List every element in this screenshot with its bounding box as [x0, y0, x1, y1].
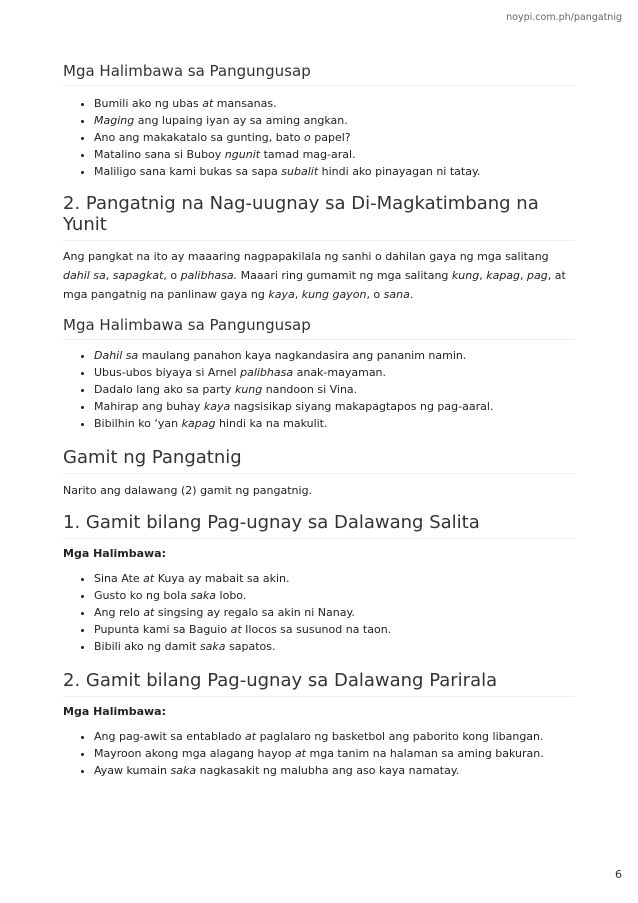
text-run: nandoon si Vina. [262, 383, 358, 396]
italic-term: at [230, 623, 242, 636]
text-run: sapatos. [225, 640, 276, 653]
text-run: papel? [310, 131, 351, 144]
list-item [94, 415, 575, 432]
section-heading: 2. Gamit bilang Pag-ugnay sa Dalawang Parirala [63, 670, 575, 697]
text-run: mga tanim na halaman sa aming bakuran. [306, 747, 544, 760]
italic-term: dahil sa [63, 269, 106, 282]
text-run: Ang pag-awit sa entablado [94, 730, 246, 743]
text-run: , [479, 269, 487, 282]
list-item [94, 364, 575, 381]
examples-label: Mga Halimbawa: [63, 547, 166, 560]
italic-term: kung [234, 383, 263, 396]
section-paragraph [63, 247, 575, 304]
text-run: Matalino sana si Buboy [94, 148, 225, 161]
italic-term: kung [451, 269, 480, 282]
text-run: nagkasakit ng malubha ang aso kaya namatay. [196, 764, 460, 777]
italic-term: o [304, 131, 311, 144]
text-run: tamad mag-aral. [260, 148, 356, 161]
example-list [63, 728, 575, 779]
example-list [63, 570, 575, 655]
text-run: Bumili ako ng ubas [94, 97, 203, 110]
example-list [63, 95, 575, 180]
italic-term: Dahil sa [94, 349, 139, 362]
text-run: Maaari ring gumamit ng mga salitang [237, 269, 452, 282]
text-run: , [294, 288, 302, 301]
italic-term: ngunit [224, 148, 261, 161]
header-url: noypi.com.ph/pangatnig [506, 12, 622, 23]
text-run: Ubus-ubos biyaya si Arnel [94, 366, 241, 379]
text-run: Ano ang makakatalo sa gunting, bato [94, 131, 305, 144]
text-run: hindi ka na makulit. [215, 417, 328, 430]
list-item [94, 146, 575, 163]
text-run: ang lupaing iyan ay sa aming angkan. [134, 114, 348, 127]
text-run: , [105, 269, 113, 282]
italic-term: kapag [181, 417, 216, 430]
italic-term: kaya [203, 400, 231, 413]
section-heading: 1. Gamit bilang Pag-ugnay sa Dalawang Salita [63, 512, 575, 539]
italic-term: sapagkat [112, 269, 164, 282]
text-run: maulang panahon kaya nagkandasira ang pananim namin. [138, 349, 467, 362]
italic-term: palibhasa [240, 366, 294, 379]
text-run: , o [163, 269, 181, 282]
text-run: Bibili ako ng damit [94, 640, 200, 653]
list-item [94, 638, 575, 655]
text-run: Maliligo sana kami bukas sa sapa [94, 165, 282, 178]
italic-term: Maging [94, 114, 135, 127]
example-list [63, 347, 575, 432]
text-run: nagsisikap siyang makapagtapos ng pag-aaral. [230, 400, 494, 413]
page-number: 6 [615, 868, 622, 881]
text-run: hindi ako pinayagan ni tatay. [318, 165, 481, 178]
list-item [94, 129, 575, 146]
italic-term: saka [170, 764, 197, 777]
text-run: Ang relo [94, 606, 144, 619]
list-item [94, 728, 575, 745]
text-run: , o [366, 288, 384, 301]
list-item [94, 347, 575, 364]
text-run: singsing ay regalo sa akin ni Nanay. [154, 606, 355, 619]
list-item [94, 745, 575, 762]
examples-label: Mga Halimbawa: [63, 705, 166, 718]
text-run: Ang pangkat na ito ay maaaring nagpapakilala ng sanhi o dahilan gaya ng mga salitang [63, 250, 549, 263]
text-run: Mayroon akong mga alagang hayop [94, 747, 295, 760]
italic-term: pag [527, 269, 548, 282]
italic-term: at [143, 572, 155, 585]
list-item [94, 587, 575, 604]
list-item [94, 621, 575, 638]
list-item [94, 112, 575, 129]
text-run: Sina Ate [94, 572, 144, 585]
text-run: Kuya ay mabait sa akin. [154, 572, 290, 585]
text-run: anak-mayaman. [293, 366, 387, 379]
italic-term: at [202, 97, 214, 110]
italic-term: kaya [268, 288, 295, 301]
text-run: . [409, 288, 414, 301]
section-heading: Gamit ng Pangatnig [63, 447, 575, 474]
italic-term: kung gayon [301, 288, 367, 301]
italic-term: kapag [486, 269, 521, 282]
italic-term: at [245, 730, 257, 743]
italic-term: saka [190, 589, 217, 602]
list-item [94, 381, 575, 398]
text-run: lobo. [216, 589, 247, 602]
italic-term: at [143, 606, 155, 619]
section-heading: Mga Halimbawa sa Pangungusap [63, 316, 575, 340]
italic-term: sana [383, 288, 410, 301]
text-run: Pupunta kami sa Baguio [94, 623, 231, 636]
italic-term: subalit [281, 165, 319, 178]
text-run: Ayaw kumain [94, 764, 171, 777]
list-item [94, 95, 575, 112]
italic-term: at [294, 747, 306, 760]
italic-term: palibhasa. [180, 269, 238, 282]
list-item [94, 762, 575, 779]
text-run: Bibilhin ko ‘yan [94, 417, 182, 430]
text-run: Dadalo lang ako sa party [94, 383, 235, 396]
text-run: Ilocos sa susunod na taon. [241, 623, 392, 636]
text-run: Gusto ko ng bola [94, 589, 191, 602]
section-paragraph: Narito ang dalawang (2) gamit ng pangatnig. [63, 484, 313, 497]
section-heading: Mga Halimbawa sa Pangungusap [63, 62, 575, 86]
section-heading: 2. Pangatnig na Nag-uugnay sa Di-Magkatimbang na Yunit [63, 193, 575, 241]
italic-term: saka [199, 640, 226, 653]
text-run: paglalaro ng basketbol ang paborito kong libangan. [256, 730, 544, 743]
text-run: Mahirap ang buhay [94, 400, 204, 413]
list-item [94, 604, 575, 621]
document-content [63, 62, 575, 779]
list-item [94, 163, 575, 180]
text-run: , [520, 269, 528, 282]
text-run: mansanas. [213, 97, 277, 110]
list-item [94, 398, 575, 415]
list-item [94, 570, 575, 587]
text-run: , at mga pangatnig na panlinaw gaya ng [63, 269, 566, 301]
